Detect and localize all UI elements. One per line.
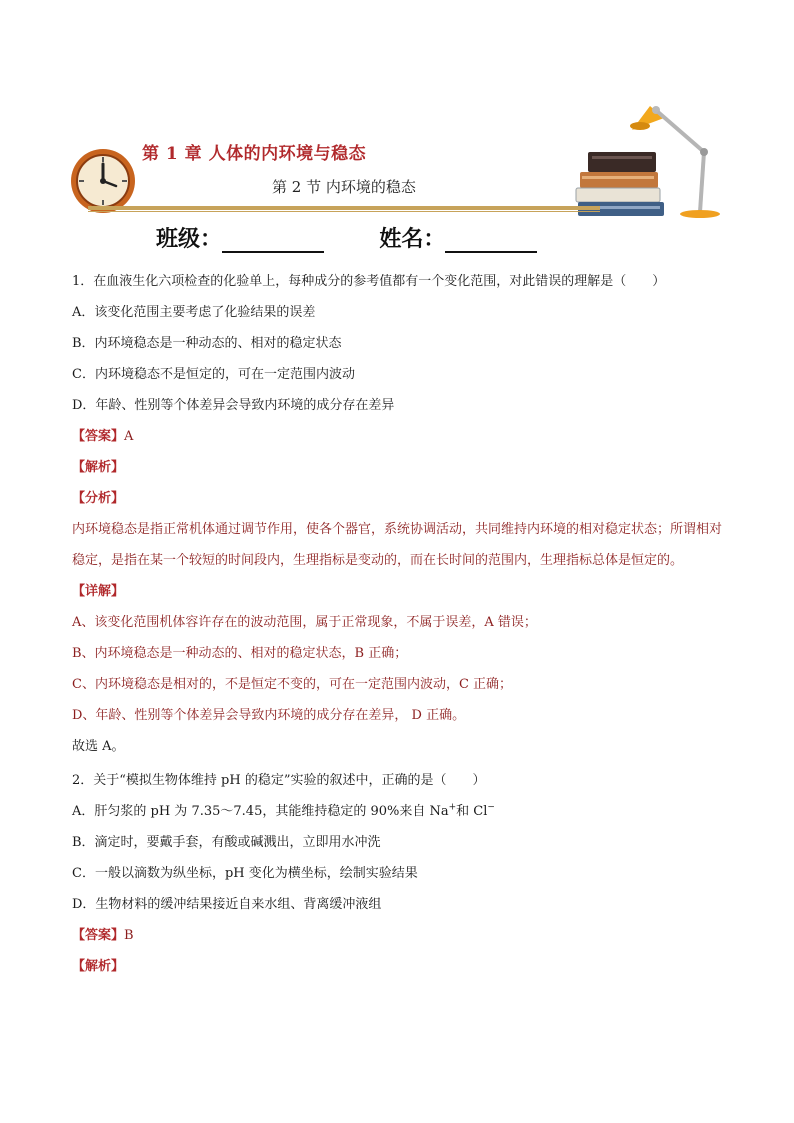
answer-value: A xyxy=(124,429,134,444)
student-info-row xyxy=(156,222,537,253)
class-blank[interactable] xyxy=(222,229,324,253)
q1-stem: 1．在血液生化六项检查的化验单上，每种成分的参考值都有一个变化范围，对此错误的理解是（ ） xyxy=(72,274,666,289)
q2-option-b: B．滴定时，要戴手套，有酸或碱溅出，立即用水冲洗 xyxy=(72,835,381,850)
q2-option-c: C．一般以滴数为纵坐标，pH 变化为横坐标，绘制实验结果 xyxy=(72,866,418,881)
answer-value: B xyxy=(124,928,134,943)
q2-stem: 2．关于“模拟生物体维持 pH 的稳定”实验的叙述中，正确的是（ ） xyxy=(72,773,486,788)
q2-answer xyxy=(72,920,732,951)
section-title: 第 2 节 内环境的稳态 xyxy=(272,178,416,196)
q1-answer xyxy=(72,421,732,452)
q1-detail-c: C、内环境稳态是相对的，不是恒定不变的，可在一定范围内波动，C 正确； xyxy=(72,677,513,692)
question-content xyxy=(72,266,732,982)
q1-detail-a: A、该变化范围机体容许存在的波动范围，属于正常现象，不属于误差，A 错误； xyxy=(72,615,537,630)
q1-xiangjie xyxy=(72,576,732,607)
header-rule-thin xyxy=(88,211,600,212)
q1-conclusion: 故选 A。 xyxy=(72,739,125,754)
answer-tag: 【答案】 xyxy=(72,429,125,444)
lamp-and-books-icon xyxy=(570,96,730,220)
jiexi-tag: 【解析】 xyxy=(72,959,125,974)
xiangjie-tag: 【详解】 xyxy=(72,584,125,599)
answer-tag: 【答案】 xyxy=(72,928,125,943)
header-rule xyxy=(88,206,600,210)
chapter-title: 第 1 章 人体的内环境与稳态 xyxy=(142,144,367,164)
page-header xyxy=(0,0,794,250)
q2-option-a-chloride: 和 Cl xyxy=(456,804,488,819)
q1-option-b: B．内环境稳态是一种动态的、相对的稳定状态 xyxy=(72,336,342,351)
name-blank[interactable] xyxy=(445,229,537,253)
q2-option-d: D．生物材料的缓冲结果接近自来水组、背离缓冲液组 xyxy=(72,897,382,912)
q1-option-c: C．内环境稳态不是恒定的，可在一定范围内波动 xyxy=(72,367,355,382)
q1-jiexi xyxy=(72,452,732,483)
q1-option-d: D．年龄、性别等个体差异会导致内环境的成分存在差异 xyxy=(72,398,395,413)
sodium-charge: + xyxy=(448,802,457,813)
chloride-charge: − xyxy=(487,802,495,813)
q2-option-a xyxy=(72,796,732,827)
q1-option-a: A．该变化范围主要考虑了化验结果的误差 xyxy=(72,305,316,320)
q1-fenxi-text: 内环境稳态是指正常机体通过调节作用，使各个器官，系统协调活动，共同维持内环境的相对稳定状态；所谓相对稳定，是指在某一个较短的时间段内，生理指标是变动的，而在长时间的范围内，生理指标总体是恒定的。 xyxy=(72,522,723,568)
fenxi-tag: 【分析】 xyxy=(72,491,125,506)
clock-icon xyxy=(70,148,136,214)
jiexi-tag: 【解析】 xyxy=(72,460,125,475)
q1-detail-b: B、内环境稳态是一种动态的、相对的稳定状态，B 正确； xyxy=(72,646,408,661)
q2-jiexi xyxy=(72,951,732,982)
name-label: 姓名： xyxy=(379,226,446,252)
q1-detail-d: D、年龄、性别等个体差异会导致内环境的成分存在差异， D 正确。 xyxy=(72,708,466,723)
q1-fenxi xyxy=(72,483,732,514)
q2-option-a-text: A．肝匀浆的 pH 为 7.35～7.45，其能维持稳定的 90%来自 Na xyxy=(72,804,449,819)
class-label: 班级： xyxy=(156,226,223,252)
